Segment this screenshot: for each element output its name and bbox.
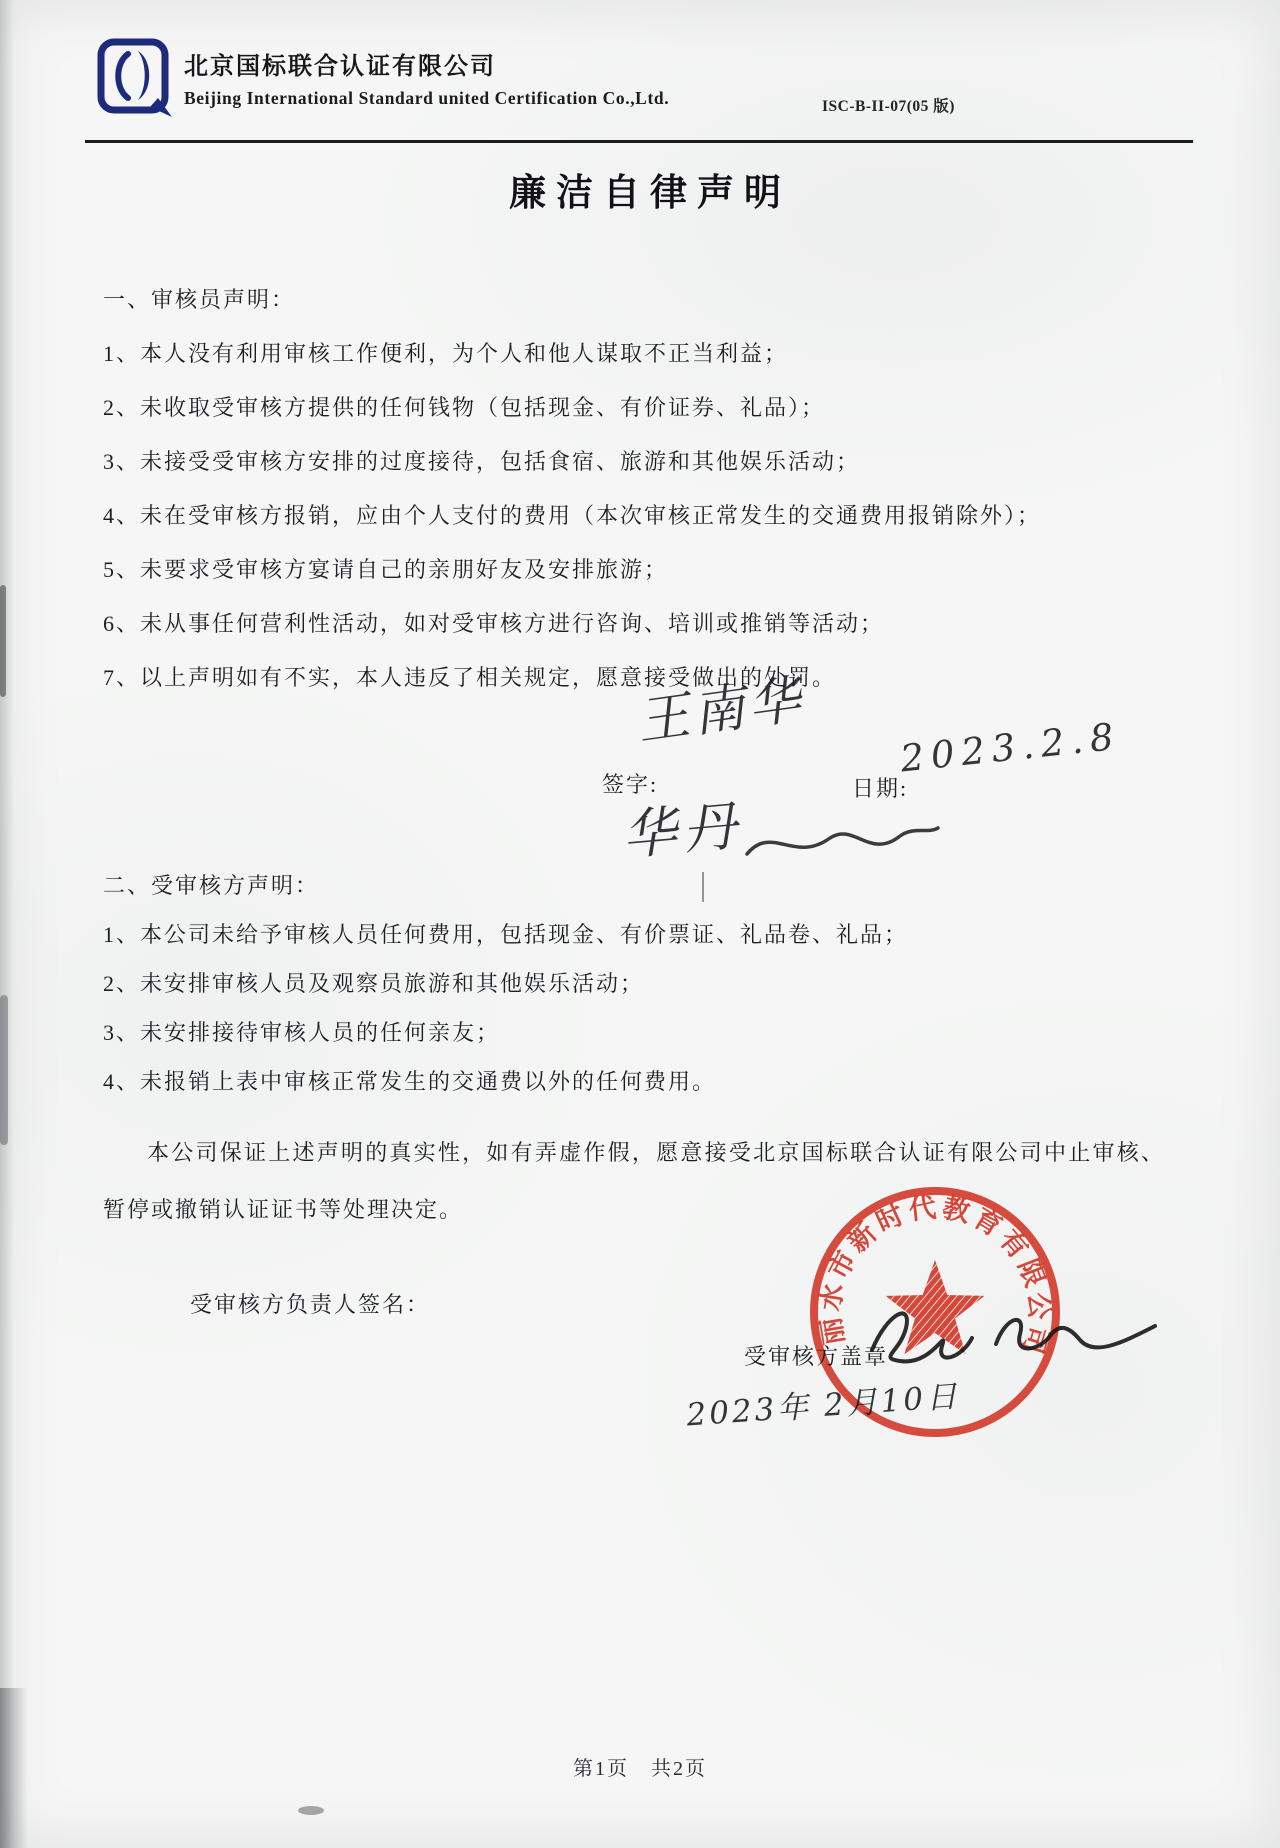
scan-corner-shadow bbox=[0, 1688, 28, 1848]
page-number: 第1页 共2页 bbox=[573, 1758, 707, 1780]
signature-flourish bbox=[742, 816, 942, 876]
scan-smudge bbox=[298, 1806, 324, 1815]
date-label: 日期: bbox=[852, 776, 909, 801]
auditee-declaration-section bbox=[103, 874, 1213, 1119]
section2-item: 1、本公司未给予审核人员任何费用，包括现金、有价票证、礼品卷、礼品； bbox=[103, 922, 909, 947]
section1-heading: 一、审核员声明： bbox=[103, 287, 296, 312]
section2-item: 4、未报销上表中审核正常发生的交通费以外的任何费用。 bbox=[103, 1069, 717, 1094]
auditee-leader-signature-label: 受审核方负责人签名： bbox=[190, 1292, 431, 1317]
section1-item: 1、本人没有利用审核工作便利，为个人和他人谋取不正当利益； bbox=[103, 341, 789, 366]
section1-item: 7、以上声明如有不实，本人违反了相关规定，愿意接受做出的处罚。 bbox=[103, 665, 837, 690]
section1-item: 5、未要求受审核方宴请自己的亲朋好友及安排旅游； bbox=[103, 557, 669, 582]
section2-heading: 二、受审核方声明： bbox=[103, 873, 320, 898]
section1-item: 3、未接受受审核方安排的过度接待，包括食宿、旅游和其他娱乐活动； bbox=[103, 449, 861, 474]
section1-item: 4、未在受审核方报销，应由个人支付的费用（本次审核正常发生的交通费用报销除外）； bbox=[103, 503, 1042, 528]
company-name-en: Beijing International Standard united Certification Co.,Ltd. bbox=[184, 88, 670, 108]
auditee-stamp-label: 受审核方盖章 bbox=[744, 1344, 889, 1369]
section1-item: 6、未从事任何营利性活动，如对受审核方进行咨询、培训或推销等活动； bbox=[103, 611, 885, 636]
document-code: ISC-B-II-07(05 版) bbox=[822, 98, 955, 115]
scan-edge-shadow bbox=[0, 0, 14, 1848]
signature-label: 签字: bbox=[602, 772, 659, 797]
auditor-signature-date: 2023.2.8 bbox=[898, 714, 1123, 781]
auditor-signature-1: 王南华 bbox=[633, 669, 809, 753]
scan-artifact bbox=[0, 585, 6, 697]
company-logo bbox=[94, 38, 178, 120]
scan-artifact bbox=[0, 995, 8, 1145]
document-title: 廉洁自律声明 bbox=[509, 172, 791, 213]
header-divider bbox=[85, 140, 1193, 143]
auditee-sign-date: 2023年 2月10日 bbox=[685, 1378, 962, 1434]
section2-item: 3、未安排接待审核人员的任何亲友； bbox=[103, 1020, 501, 1045]
company-name-cn: 北京国标联合认证有限公司 bbox=[184, 53, 496, 80]
section2-item: 2、未安排审核人员及观察员旅游和其他娱乐活动； bbox=[103, 971, 645, 996]
auditor-declaration-section bbox=[103, 288, 1213, 720]
auditor-signature-2: 华丹 bbox=[619, 793, 745, 868]
seal-arc-text: 丽水市新时代教育有限公司 bbox=[815, 1192, 1055, 1361]
section1-item: 2、未收取受审核方提供的任何钱物（包括现金、有价证券、礼品）； bbox=[103, 395, 826, 420]
auditee-representative-signature-scribble bbox=[850, 1288, 1170, 1388]
closing-paragraph: 本公司保证上述声明的真实性，如有弄虚作假，愿意接受北京国标联合认证有限公司中止审核、暂停或撤销认证证书等处理决定。 bbox=[103, 1140, 1165, 1222]
stray-pen-mark bbox=[702, 872, 704, 902]
